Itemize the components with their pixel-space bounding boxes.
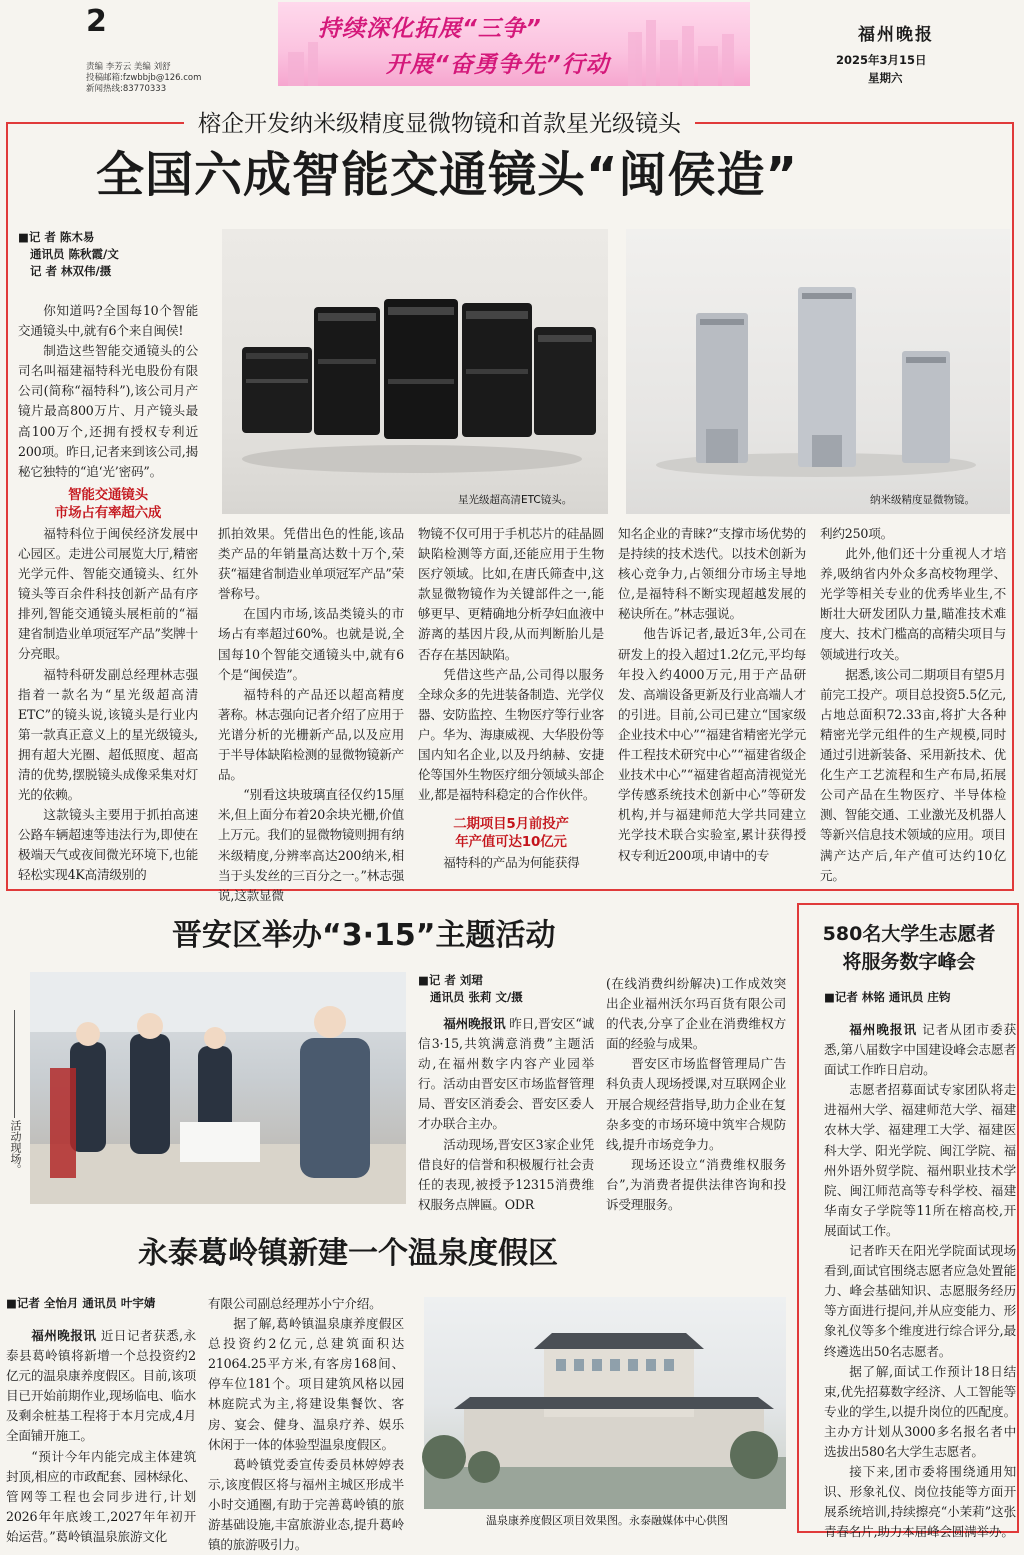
resort-illustration xyxy=(424,1297,786,1509)
editor-line: 责编 李芳云 美编 刘舒 xyxy=(86,62,171,72)
paragraph: “预计今年内能完成主体建筑封顶,相应的市政配套、园林绿化、管网等工程也会同步进行,计划2026年年底竣工,2027年年初开始运营。”葛岭镇温泉旅游文化 xyxy=(6,1448,196,1544)
lens-4 xyxy=(462,303,532,437)
top-story-column-1 xyxy=(18,301,198,883)
jinan-photo-caption: 活动现场。 xyxy=(9,1120,22,1175)
paragraph: 据了解,面试工作预计18日结束,优先招募数字经济、人工智能等专业的学生,以提升岗位的匹配度。主办方计划从3000多名报名者中选拔出580名大学生志愿者。 xyxy=(824,1363,1016,1459)
byline-reporter: ■记 者 陈木易 xyxy=(18,230,95,244)
subheading-line: 年产值可达10亿元 xyxy=(455,834,567,851)
dateline: 福州晚报讯 xyxy=(31,1328,97,1343)
headline-line: 580名大学生志愿者 xyxy=(822,923,996,945)
paragraph: 制造这些智能交通镜头的公司名叫福建福特科光电股份有限公司(简称“福特科”),该公司月产镜片最高800万片、月产镜头最高100万个,还拥有授权专利近200项。昨日,记者来到该公司,揭秘它独特的“追‘光’密码”。 xyxy=(18,343,198,479)
paragraph: 福特科的产品为何能获得 xyxy=(443,855,580,871)
paragraph: 葛岭镇党委宣传委员林婷婷表示,该度假区将与福州主城区形成半小时交通圈,有助于完善葛岭镇的旅游基础设施,丰富旅游业态,提升葛岭镇的旅游吸引力。 xyxy=(208,1456,404,1553)
paragraph xyxy=(6,1326,196,1447)
paragraph: 福特科研发副总经理林志强指着一款名为“星光级超高清ETC”的镜头说,该镜头是行业内第一款真正意义上的星光级镜头,拥有超大光圈、超低照度、超高清的优势,摆脱镜头成像采集对灯光的依赖。 xyxy=(18,666,198,803)
subheading-line: 智能交通镜头 xyxy=(68,486,148,503)
paragraph: 这款镜头主要用于抓拍高速公路车辆超速等违法行为,即使在极端天气或夜间微光环境下,也能轻松实现4K高清级别的 xyxy=(18,807,198,883)
paragraph xyxy=(824,1020,1016,1080)
paper-logo: 福州晚报 xyxy=(858,25,934,45)
paragraph: 现场还设立“消费维权服务台”,为消费者提供法律咨询和投诉受理服务。 xyxy=(606,1156,786,1213)
top-story-column-4 xyxy=(618,524,806,884)
byline-correspondent: 通讯员 张莉 文/摄 xyxy=(430,990,523,1004)
byline-reporter: ■记 者 刘珺 xyxy=(418,973,483,987)
paragraph: 利约250项。 xyxy=(820,526,894,541)
lens-illustration xyxy=(222,229,608,514)
jinan-event-photo xyxy=(30,972,406,1204)
top-story-byline xyxy=(18,229,119,280)
paragraph-text: 近日记者获悉,永泰县葛岭镇将新增一个总投资约2亿元的温泉康养度假区。目前,该项目已开始前期作业,现场临电、临水及剩余桩基工程将于本月完成,4月全面铺开施工。 xyxy=(6,1328,197,1444)
jinan-caption-marker xyxy=(14,1010,15,1118)
top-story-headline: 全国六成智能交通镜头“闽侯造” xyxy=(96,147,799,203)
paragraph-text: 记者从团市委获悉,第八届数字中国建设峰会志愿者面试工作昨日启动。 xyxy=(824,1022,1016,1078)
headline-line: 将服务数字峰会 xyxy=(842,951,976,973)
resort-rendering-photo xyxy=(424,1297,786,1509)
paragraph: “别看这块玻璃直径仅约15厘米,但上面分布着20余块光栅,价值上万元。我们的显微物镜则拥有纳米级精度,分辨率高达200纳米,相当于头发丝的三百分之一。”林志强说,这款显微 xyxy=(218,787,404,903)
byline-photographer: 记 者 林双伟/摄 xyxy=(30,264,112,278)
paragraph: 在国内市场,该品类镜头的市场占有率超过60%。也就是说,全国每10个智能交通镜头中,就有6个是“闽侯造”。 xyxy=(218,606,404,682)
top-story-kicker: 榕企开发纳米级精度显微物镜和首款星光级镜头 xyxy=(184,110,695,138)
paragraph: 抓拍效果。凭借出色的性能,该品类产品的年销量高达数十万个,荣获“福建省制造业单项冠军产品”荣誉称号。 xyxy=(218,526,404,602)
paragraph: 记者昨天在阳光学院面试现场看到,面试官围绕志愿者应急处置能力、峰会基础知识、志愿服务经历等方面进行提问,并从应变能力、形象礼仪等多个维度进行综合评分,最终遴选出50名志愿者。 xyxy=(824,1243,1016,1359)
page-number: 2 xyxy=(86,4,107,39)
jinan-byline xyxy=(418,972,523,1006)
yongtai-headline: 永泰葛岭镇新建一个温泉度假区 xyxy=(138,1236,558,1271)
paragraph: 据悉,该公司二期项目有望5月前完工投产。项目总投资5.5亿元,占地总面积72.33亩,将扩大各种精密光学元组件的生产规模,同时通过引进新装备、采用新技术、优化生产工艺流程和生产布局,拓展公司产品在生物医疗、半导体检测、智能交通、工业激光及机器人等新兴信息技术领域的应用。项目满产达产后,年产值可达约10亿元。 xyxy=(820,666,1006,883)
resort-photo-caption: 温泉康养度假区项目效果图。永泰融媒体中心供图 xyxy=(486,1514,728,1527)
editor-credits xyxy=(86,62,201,95)
paragraph-text: 昨日,晋安区“诚信3·15,共筑满意消费”主题活动,在福州数字内容产业园举行。活动由晋安区市场监督管理局、晋安区消委会、晋安区委人才办联合主办。 xyxy=(418,1016,594,1132)
paragraph: 志愿者招募面试专家团队将走进福州大学、福建师范大学、福建农林大学、福建理工大学、福建医科大学、阳光学院、闽江学院、福州外语外贸学院、福州职业技术学院、闽江师范高等专科学校、福建华南女子学院等11所在榕高校,开展面试工作。 xyxy=(824,1082,1016,1238)
lens-3 xyxy=(384,299,458,439)
paragraph: 接下来,团市委将围绕通用知识、形象礼仪、岗位技能等方面开展系统培训,持续擦亮“小茉莉”这张青春名片,助力本届峰会圆满举办。 xyxy=(824,1464,1016,1540)
dateline: 福州晚报讯 xyxy=(849,1022,918,1037)
jinan-column-2 xyxy=(606,974,786,1214)
etc-lens-caption: 星光级超高清ETC镜头。 xyxy=(458,494,573,506)
event-illustration xyxy=(30,972,406,1204)
objective-1 xyxy=(696,313,748,463)
top-story-column-2 xyxy=(218,524,404,903)
banner-line-2: 开展“奋勇争先”行动 xyxy=(386,52,610,78)
campaign-banner xyxy=(278,2,750,86)
jinan-headline: 晋安区举办“3·15”主题活动 xyxy=(172,918,556,953)
subheading-market-share xyxy=(18,486,198,522)
paragraph: 物镜不仅可用于手机芯片的硅晶圆缺陷检测等方面,还能应用于生物医疗领域。比如,在唐氏筛查中,这款显微物镜作为关键部件之一,能够更早、更精确地分析孕妇血液中游离的基因片段,从而判断胎儿是否存在基因缺陷。 xyxy=(418,526,604,662)
yongtai-column-2 xyxy=(208,1294,404,1553)
paragraph: (在线消费纠纷解决)工作成效突出企业福州沃尔玛百货有限公司的代表,分享了企业在消费维权方面的经验与成果。 xyxy=(606,976,786,1052)
paragraph: 你知道吗?全国每10个智能交通镜头中,就有6个来自闽侯! xyxy=(18,303,198,339)
paragraph: 据了解,葛岭镇温泉康养度假区总投资约2亿元,总建筑面积达21064.25平方米,有客房168间、停车位181个。项目建筑风格以园林庭院式为主,将建设集餐饮、客房、宴会、健身、温泉疗养、娱乐休闲于一体的体验型温泉度假区。 xyxy=(208,1316,404,1452)
lens-2 xyxy=(314,307,380,435)
volunteer-byline: ■记者 林铭 通讯员 庄钧 xyxy=(824,990,951,1004)
byline-correspondent: 通讯员 陈秋霞/文 xyxy=(30,247,119,261)
paragraph: 晋安区市场监督管理局广告科负责人现场授课,对互联网企业开展合规经营指导,助力企业在复杂多变的市场环境中筑牢合规防线,提升市场竞争力。 xyxy=(606,1056,786,1152)
lens-1 xyxy=(242,347,312,433)
objective-2 xyxy=(798,287,856,467)
top-story-column-5 xyxy=(820,524,1006,884)
subheading-line: 市场占有率超六成 xyxy=(54,504,162,521)
lens-5 xyxy=(534,327,596,435)
banner-line-1: 持续深化拓展“三争” xyxy=(318,16,542,42)
subheading-phase-two xyxy=(418,815,604,851)
paragraph: 活动现场,晋安区3家企业凭借良好的信誉和积极履行社会责任的表现,被授予12315消费维权服务点牌匾。ODR xyxy=(418,1136,594,1212)
subheading-line: 二期项目5月前投产 xyxy=(453,816,569,833)
yongtai-column-1 xyxy=(6,1326,197,1544)
jinan-column-1 xyxy=(418,1014,594,1214)
microscope-objective-caption: 纳米级精度显微物镜。 xyxy=(870,494,975,506)
paragraph: 福特科的产品还以超高精度著称。林志强向记者介绍了应用于光谱分析的光栅新产品,以及应用于半导体缺陷检测的显微物镜新产品。 xyxy=(218,686,404,783)
paragraph: 此外,他们还十分重视人才培养,吸纳省内外众多高校物理学、光学等相关专业的优秀毕业生,不断壮大研发团队力量,瞄准技术难度大、技术门槛高的高精尖项目与领域进行攻关。 xyxy=(820,546,1006,662)
news-hotline: 新闻热线:83770333 xyxy=(86,84,167,94)
paragraph: 他告诉记者,最近3年,公司在研发上的投入超过1.2亿元,平均每年投入约4000万元,用于产品研发、高端设备更新及行业高端人才的引进。目前,公司已建立“国家级企业技术中心”“福建省精密光学元件工程技术研究中心”“福建省级企业技术中心”“福建省超高清视觉光学传感系统技术创新中心”等研发机构,并与福建师范大学共同建立光学技术联合实验室,累计获得授权专利近200项,申请中的专 xyxy=(618,626,806,863)
issue-weekday: 星期六 xyxy=(868,71,903,85)
volunteer-headline xyxy=(806,920,1012,976)
objective-illustration xyxy=(626,229,1010,514)
paragraph: 知名企业的青睐?“支撑市场优势的是持续的技术迭代。以技术创新为核心竞争力,占领细分市场主导地位,是福特科不断实现超越发展的秘诀所在。”林志强说。 xyxy=(618,526,806,622)
paragraph xyxy=(418,1014,594,1135)
dateline: 福州晚报讯 xyxy=(443,1016,506,1031)
yongtai-byline: ■记者 全怡月 通讯员 叶宇婧 xyxy=(6,1296,156,1310)
contact-email: 投稿邮箱:fzwbbjb@126.com xyxy=(86,73,202,83)
paragraph: 福特科位于闽侯经济发展中心园区。走进公司展览大厅,精密光学元件、智能交通镜头、红外镜头等百余件科技创新产品有序排列,智能交通镜头展柜前的“福建省制造业单项冠军产品”奖牌十分亮眼。 xyxy=(18,525,198,662)
paragraph: 凭借这些产品,公司得以服务全球众多的先进装备制造、光学仪器、安防监控、生物医疗等行业客户。华为、海康威视、大华股份等国内知名企业,以及丹纳赫、安捷伦等国外生物医疗细分领域头部企业,都是福特科稳定的合作伙伴。 xyxy=(418,666,604,803)
top-story-column-3 xyxy=(418,524,604,884)
volunteer-column xyxy=(824,1020,1016,1540)
microscope-objective-photo xyxy=(626,229,1010,514)
objective-3 xyxy=(902,351,950,463)
etc-lens-photo xyxy=(222,229,608,514)
issue-date: 2025年3月15日 xyxy=(836,53,927,67)
paragraph: 有限公司副总经理苏小宁介绍。 xyxy=(208,1296,382,1311)
